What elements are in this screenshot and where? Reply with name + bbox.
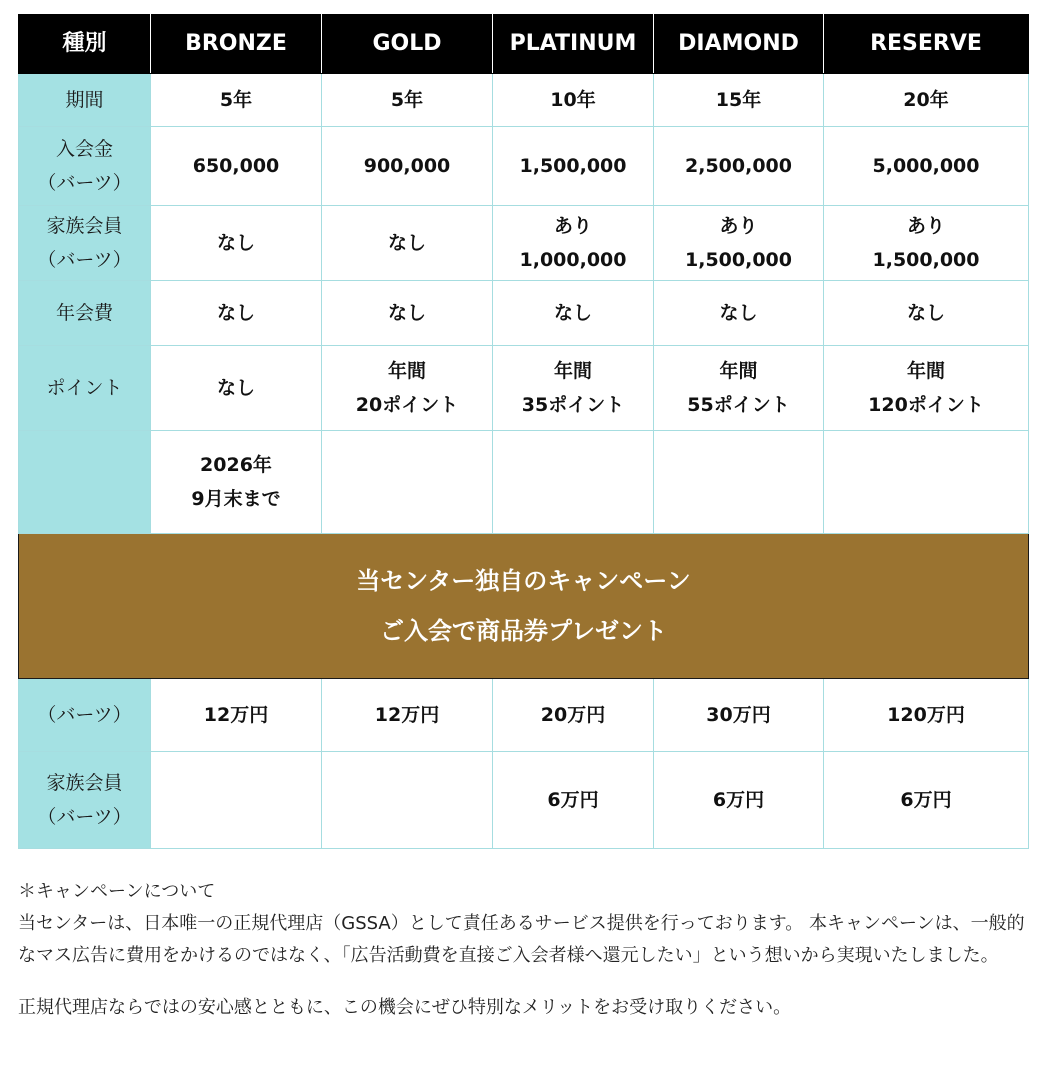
header-diamond: DIAMOND bbox=[654, 15, 824, 74]
family-reserve-line2: 1,500,000 bbox=[872, 249, 980, 271]
header-reserve: RESERVE bbox=[824, 15, 1029, 74]
period-gold: 5年 bbox=[322, 74, 493, 127]
points-platinum-line2: 35ポイント bbox=[521, 394, 625, 416]
deadline-bronze-line1: 2026年 bbox=[200, 454, 272, 476]
annual-reserve: なし bbox=[824, 281, 1029, 346]
points-diamond-line1: 年間 bbox=[719, 360, 758, 382]
gift-family-bronze bbox=[151, 752, 322, 849]
points-diamond bbox=[654, 346, 824, 431]
deadline-gold bbox=[322, 431, 493, 534]
points-bronze-line1: なし bbox=[216, 377, 255, 399]
family-gold bbox=[322, 206, 493, 281]
deadline-reserve bbox=[824, 431, 1029, 534]
gift-family-platinum: 6万円 bbox=[493, 752, 654, 849]
gift-diamond: 30万円 bbox=[654, 679, 824, 752]
family-label-line2: （バーツ） bbox=[37, 249, 132, 271]
family-label-line1: 家族会員 bbox=[46, 215, 123, 237]
annual-diamond: なし bbox=[654, 281, 824, 346]
notes-heading: ＊キャンペーンについて bbox=[18, 881, 216, 902]
family-bronze bbox=[151, 206, 322, 281]
header-platinum: PLATINUM bbox=[493, 15, 654, 74]
family-gold-line1: なし bbox=[387, 232, 426, 254]
row-label-annual-fee: 年会費 bbox=[19, 281, 151, 346]
fee-bronze: 650,000 bbox=[151, 127, 322, 206]
fee-platinum: 1,500,000 bbox=[493, 127, 654, 206]
row-label-points: ポイント bbox=[19, 346, 151, 431]
family-diamond-line2: 1,500,000 bbox=[685, 249, 792, 271]
table-row-deadline bbox=[19, 431, 1029, 534]
family-reserve bbox=[824, 206, 1029, 281]
header-row bbox=[19, 15, 1029, 74]
annual-platinum: なし bbox=[493, 281, 654, 346]
fee-reserve: 5,000,000 bbox=[824, 127, 1029, 206]
table-row-points bbox=[19, 346, 1029, 431]
row-label-period: 期間 bbox=[19, 74, 151, 127]
deadline-bronze-line2: 9月末まで bbox=[191, 488, 281, 510]
annual-gold: なし bbox=[322, 281, 493, 346]
period-diamond: 15年 bbox=[654, 74, 824, 127]
points-diamond-line2: 55ポイント bbox=[687, 394, 790, 416]
deadline-bronze bbox=[151, 431, 322, 534]
table-row-annual-fee bbox=[19, 281, 1029, 346]
row-label-gift-family bbox=[19, 752, 151, 849]
gift-family-gold bbox=[322, 752, 493, 849]
gift-family-reserve: 6万円 bbox=[824, 752, 1029, 849]
points-bronze bbox=[151, 346, 322, 431]
header-gold: GOLD bbox=[322, 15, 493, 74]
deadline-platinum bbox=[493, 431, 654, 534]
points-gold-line1: 年間 bbox=[387, 360, 426, 382]
campaign-title: 当センター独自のキャンペーン bbox=[356, 567, 691, 595]
annual-bronze: なし bbox=[151, 281, 322, 346]
campaign-banner-row bbox=[19, 534, 1029, 679]
entry-fee-label-line1: 入会金 bbox=[55, 138, 113, 160]
gift-family-diamond: 6万円 bbox=[654, 752, 824, 849]
points-reserve-line2: 120ポイント bbox=[868, 394, 984, 416]
table-row-entry-fee bbox=[19, 127, 1029, 206]
period-platinum: 10年 bbox=[493, 74, 654, 127]
notes-paragraph-2: 正規代理店ならではの安心感とともに、この機会にぜひ特別なメリットをお受け取りください。 bbox=[18, 997, 792, 1018]
header-bronze: BRONZE bbox=[151, 15, 322, 74]
campaign-banner bbox=[19, 534, 1029, 679]
notes-spacer bbox=[18, 972, 1038, 992]
family-bronze-line1: なし bbox=[216, 232, 255, 254]
gift-bronze: 12万円 bbox=[151, 679, 322, 752]
row-label-family-member bbox=[19, 206, 151, 281]
family-platinum-line1: あり bbox=[553, 215, 592, 237]
gift-reserve: 120万円 bbox=[824, 679, 1029, 752]
family-reserve-line1: あり bbox=[906, 215, 945, 237]
points-reserve bbox=[824, 346, 1029, 431]
campaign-subtitle: ご入会で商品券プレゼント bbox=[379, 617, 668, 645]
fee-gold: 900,000 bbox=[322, 127, 493, 206]
period-reserve: 20年 bbox=[824, 74, 1029, 127]
table-row-family-member bbox=[19, 206, 1029, 281]
gift-family-label-line2: （バーツ） bbox=[37, 806, 132, 828]
header-type: 種別 bbox=[19, 15, 151, 74]
notes-paragraph-1: 当センターは、日本唯一の正規代理店（GSSA）として責任あるサービス提供を行っております。 本キャンペーンは、一般的なマス広告に費用をかけるのではなく、「広告活動費を直接ご入会者様へ還元したい」という想いから実現いたしました。 bbox=[18, 913, 1025, 966]
family-diamond-line1: あり bbox=[719, 215, 758, 237]
table-row-gift bbox=[19, 679, 1029, 752]
points-gold bbox=[322, 346, 493, 431]
points-reserve-line1: 年間 bbox=[906, 360, 945, 382]
family-platinum-line2: 1,000,000 bbox=[519, 249, 627, 271]
row-label-entry-fee bbox=[19, 127, 151, 206]
period-bronze: 5年 bbox=[151, 74, 322, 127]
entry-fee-label-line2: （バーツ） bbox=[37, 172, 132, 194]
membership-plans-table bbox=[18, 14, 1029, 849]
points-gold-line2: 20ポイント bbox=[355, 394, 459, 416]
deadline-diamond bbox=[654, 431, 824, 534]
row-label-deadline bbox=[19, 431, 151, 534]
row-label-gift: （バーツ） bbox=[19, 679, 151, 752]
points-platinum-line1: 年間 bbox=[553, 360, 592, 382]
table-row-period bbox=[19, 74, 1029, 127]
points-platinum bbox=[493, 346, 654, 431]
membership-table-wrapper bbox=[18, 14, 1028, 849]
gift-platinum: 20万円 bbox=[493, 679, 654, 752]
gift-family-label-line1: 家族会員 bbox=[46, 772, 123, 794]
gift-gold: 12万円 bbox=[322, 679, 493, 752]
fee-diamond: 2,500,000 bbox=[654, 127, 824, 206]
campaign-notes bbox=[18, 876, 1038, 1024]
table-row-gift-family bbox=[19, 752, 1029, 849]
family-diamond bbox=[654, 206, 824, 281]
family-platinum bbox=[493, 206, 654, 281]
